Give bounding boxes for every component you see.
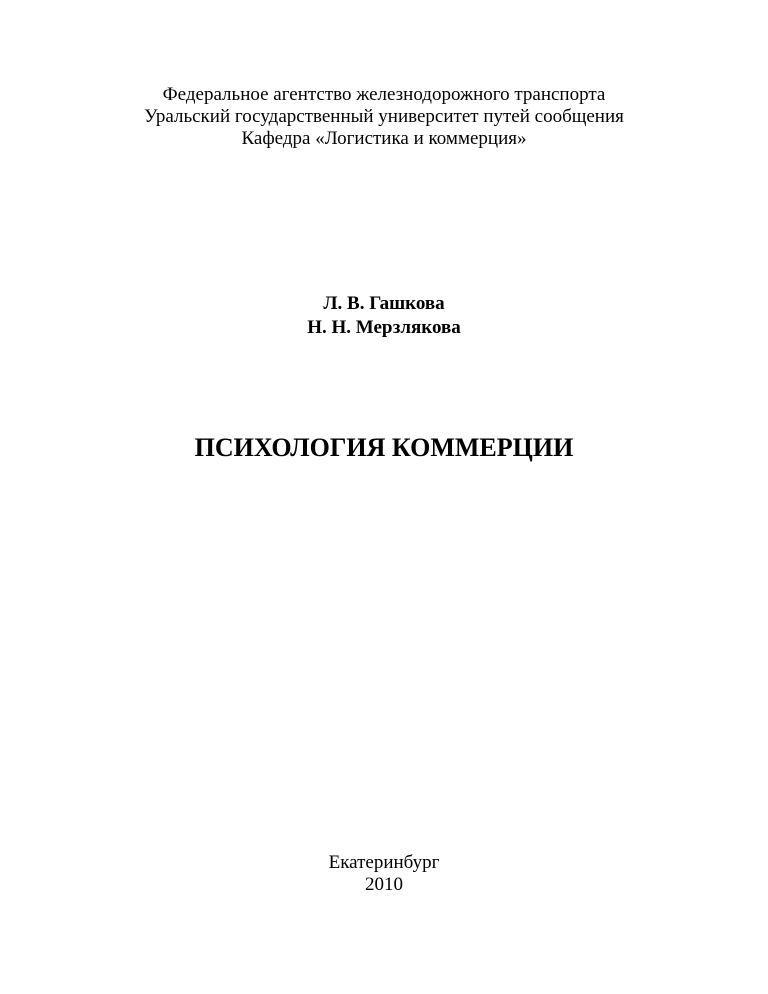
imprint-block <box>0 852 768 896</box>
book-title: ПСИХОЛОГИЯ КОММЕРЦИИ <box>194 433 574 462</box>
university-name: Уральский государственный университет путей сообщения <box>144 106 624 127</box>
department-name: Кафедра «Логистика и коммерция» <box>241 128 527 149</box>
authors-block <box>0 292 768 340</box>
author-1: Л. В. Гашкова <box>323 293 445 314</box>
publication-year: 2010 <box>365 874 403 895</box>
publication-city: Екатеринбург <box>328 852 440 873</box>
agency-name: Федеральное агентство железнодорожного транспорта <box>162 84 606 105</box>
institution-header <box>0 84 768 150</box>
author-2: Н. Н. Мерзлякова <box>307 317 461 338</box>
